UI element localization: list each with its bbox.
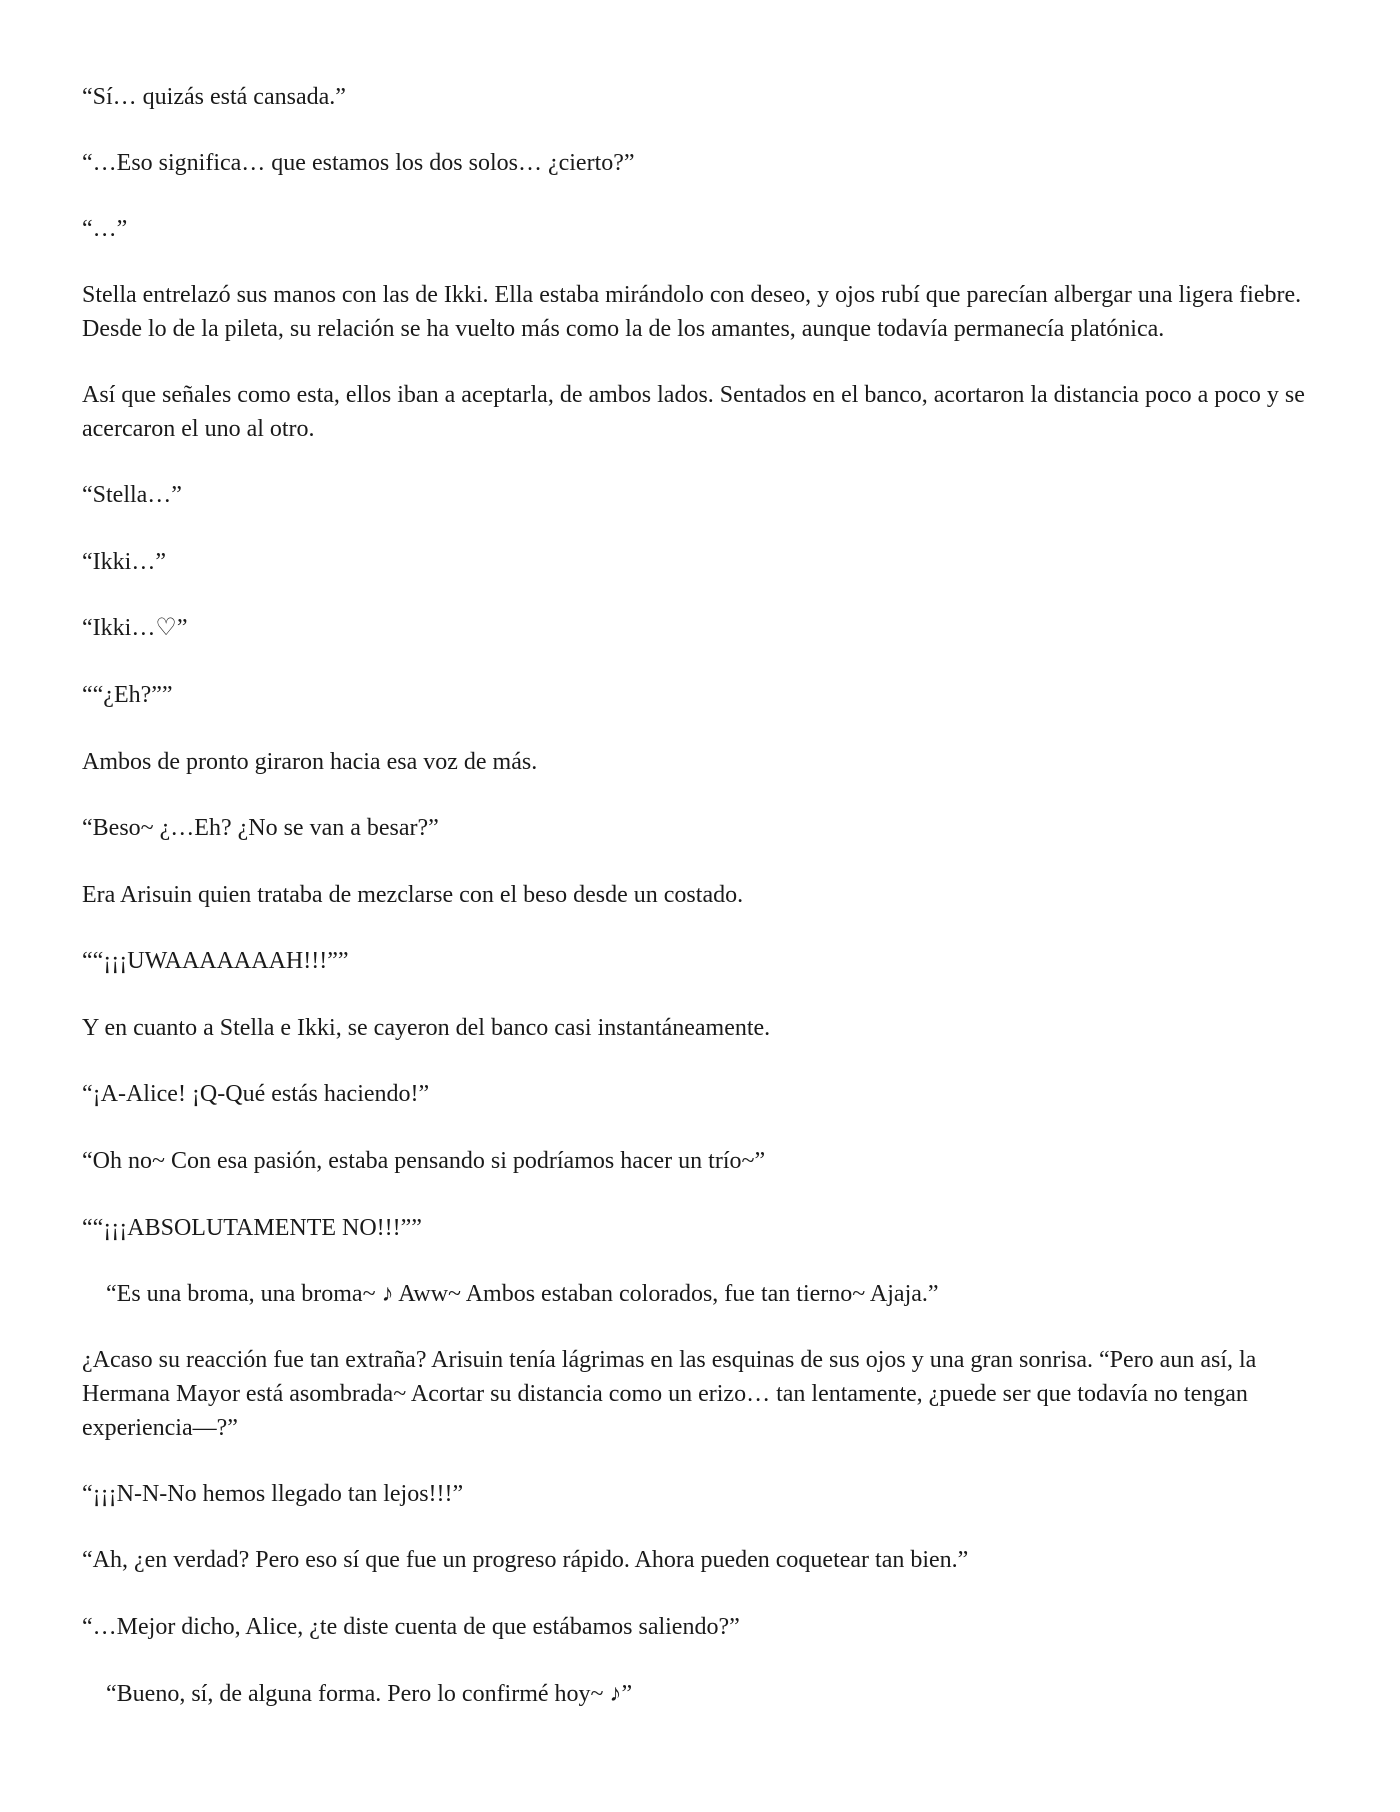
paragraph: “Ikki…♡” — [82, 615, 188, 641]
paragraph: “¡¡¡N-N-No hemos llegado tan lejos!!!” — [82, 1481, 464, 1507]
paragraph: “Beso~ ¿…Eh? ¿No se van a besar?” — [82, 815, 439, 841]
paragraph: “…Eso significa… que estamos los dos solos… ¿cierto?” — [82, 150, 635, 176]
paragraph: Así que señales como esta, ellos iban a aceptarla, de ambos lados. Sentados en el banco, acortaron la distancia poco a poco y se acercaron el uno al otro. — [82, 382, 1305, 442]
paragraph: Era Arisuin quien trataba de mezclarse con el beso desde un costado. — [82, 882, 744, 908]
paragraph: “…Mejor dicho, Alice, ¿te diste cuenta de que estábamos saliendo?” — [82, 1614, 740, 1640]
paragraph: ¿Acaso su reacción fue tan extraña? Arisuin tenía lágrimas en las esquinas de sus ojos y una gran sonrisa. “Pero aun así, la Hermana Mayor está asombrada~ Acortar su distancia como un erizo… tan lentamente, ¿puede ser que todavía no tengan experiencia—?” — [82, 1347, 1257, 1441]
paragraph: ““¿Eh?”” — [82, 682, 173, 708]
paragraph: Ambos de pronto giraron hacia esa voz de más. — [82, 749, 538, 775]
paragraph: “Sí… quizás está cansada.” — [82, 84, 346, 110]
paragraph: Stella entrelazó sus manos con las de Ikki. Ella estaba mirándolo con deseo, y ojos rubí que parecían albergar una ligera fiebre. Desde lo de la pileta, su relación se ha vuelto más como la de los amantes, aunque todavía permanecía platónica. — [82, 282, 1302, 342]
paragraph: “Bueno, sí, de alguna forma. Pero lo confirmé hoy~ ♪” — [106, 1681, 633, 1707]
paragraph: “Ah, ¿en verdad? Pero eso sí que fue un progreso rápido. Ahora pueden coquetear tan bien.” — [82, 1547, 969, 1573]
paragraph: ““¡¡¡ABSOLUTAMENTE NO!!!”” — [82, 1215, 422, 1241]
paragraph: ““¡¡¡UWAAAAAAAH!!!”” — [82, 948, 349, 974]
paragraph: Y en cuanto a Stella e Ikki, se cayeron del banco casi instantáneamente. — [82, 1015, 771, 1041]
paragraph: “Oh no~ Con esa pasión, estaba pensando si podríamos hacer un trío~” — [82, 1148, 766, 1174]
paragraph: “Stella…” — [82, 482, 182, 508]
paragraph: “¡A-Alice! ¡Q-Qué estás haciendo!” — [82, 1081, 430, 1107]
document-page — [82, 0, 1332, 1812]
paragraph: “…” — [82, 216, 128, 242]
paragraph: “Es una broma, una broma~ ♪ Aww~ Ambos estaban colorados, fue tan tierno~ Ajaja.” — [106, 1281, 939, 1307]
paragraph: “Ikki…” — [82, 549, 166, 575]
